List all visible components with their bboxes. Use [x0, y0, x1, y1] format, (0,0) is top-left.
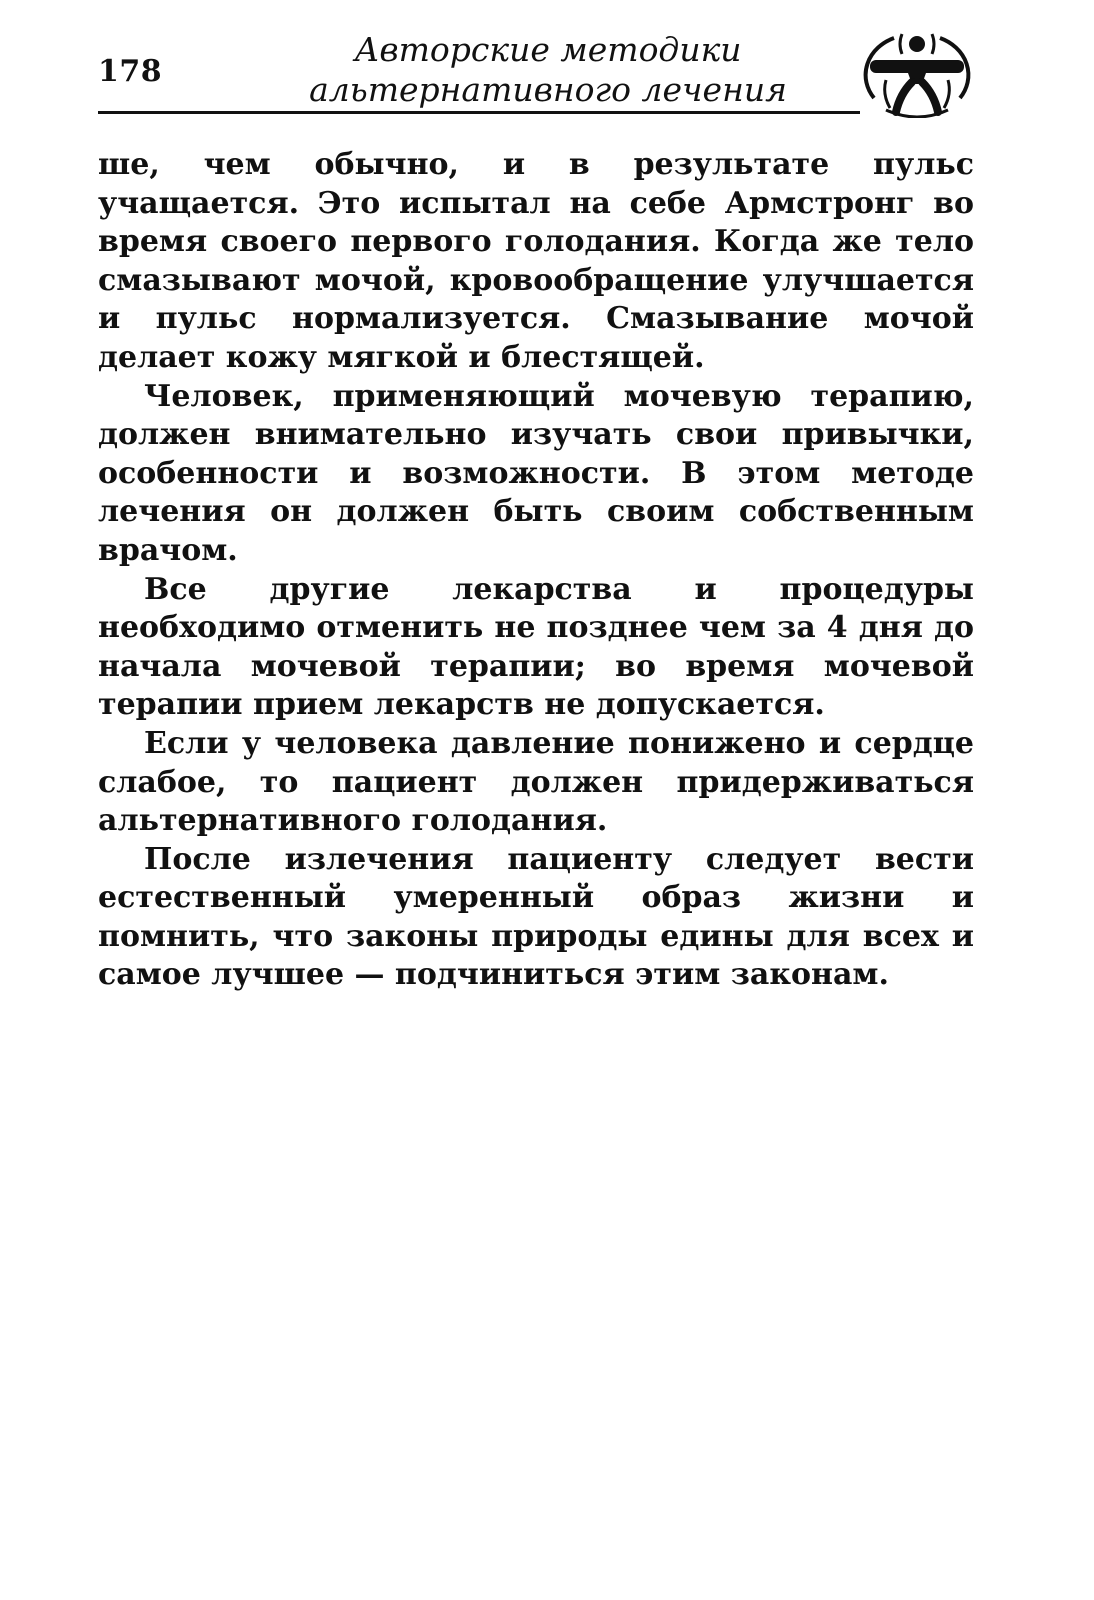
paragraph: Все другие лекарства и процедуры необходимо отменить не позднее чем за 4 дня до начала мочевой терапии; во время мочевой терапии прием лекарств не допускается. [98, 571, 974, 723]
paragraph: После излечения пациенту следует вести естественный умеренный образ жизни и помнить, что законы природы едины для всех и самое лучшее — подчиниться этим законам. [98, 841, 974, 993]
paragraph: ше, чем обычно, и в результате пульс учащается. Это испытал на себе Армстронг во время своего первого голодания. Когда же тело смазывают мочой, кровообращение улучшается и пульс нормализуется. Смазывание мочой делает кожу мягкой и блестящей. [98, 147, 974, 375]
paragraph: Если у человека давление понижено и сердце слабое, то пациент должен придерживаться альтернативного голодания. [98, 725, 974, 839]
running-title [298, 30, 798, 110]
page-number: 178 [98, 54, 163, 89]
body-text [98, 146, 974, 995]
header-rule [98, 111, 860, 114]
running-title-line-1: Авторские методики [354, 30, 742, 69]
stylized-figure-in-circle-icon [856, 28, 978, 118]
running-title-line-2: альтернативного лечения [309, 70, 787, 109]
paragraph: Человек, применяющий мочевую терапию, должен внимательно изучать свои привычки, особенности и возможности. В этом методе лечения он должен быть своим собственным врачом. [98, 378, 974, 568]
page-header [98, 28, 988, 118]
